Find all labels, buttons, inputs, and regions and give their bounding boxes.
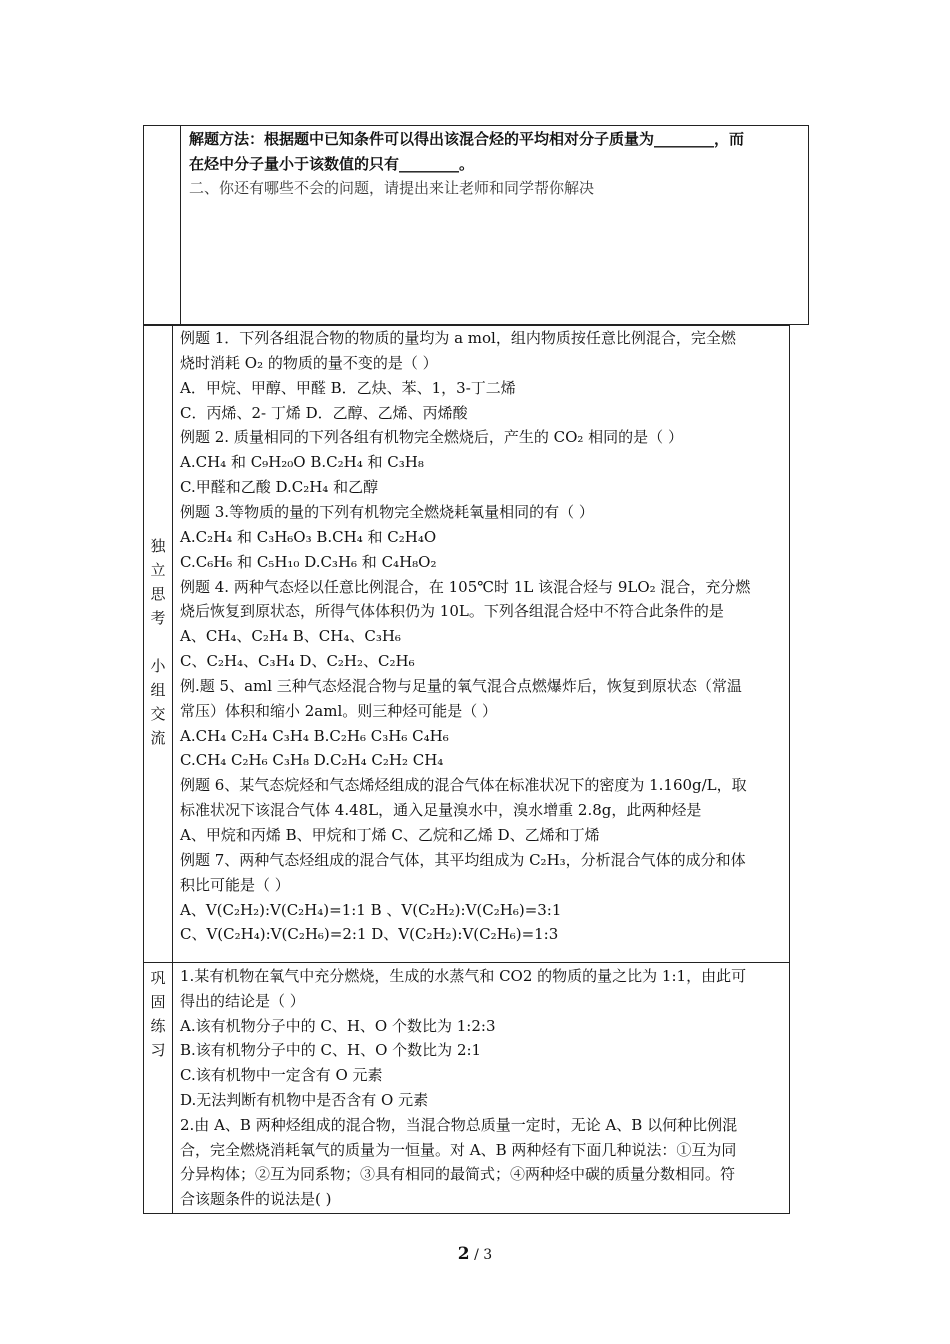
section3-line: 2.由 A、B 两种烃组成的混合物，当混合物总质量一定时，无论 A、B 以何种比例混: [180, 1115, 738, 1134]
answer-section-divider: [180, 125, 181, 325]
side-label-practice: 巩 固 练 习: [150, 969, 166, 1059]
section2-line: C.C₆H₆ 和 C₅H₁₀ D.C₃H₆ 和 C₄H₈O₂: [180, 552, 437, 571]
section2-line: 例题 4. 两种气态烃以任意比例混合，在 105℃时 1L 该混合烃与 9LO₂ 混合，充分燃: [180, 577, 751, 596]
section2-line: C．丙烯、2- 丁烯 D．乙醇、乙烯、丙烯酸: [180, 403, 468, 422]
section2-line: A、CH₄、C₂H₄ B、CH₄、C₃H₆: [180, 627, 401, 646]
section2-line: C.甲醛和乙酸 D.C₂H₄ 和乙醇: [180, 478, 379, 497]
section3-line: A.该有机物分子中的 C、H、O 个数比为 1:2:3: [180, 1016, 496, 1035]
section3-line: 得出的结论是（ ）: [180, 991, 305, 1010]
exercise-row-divider: [143, 962, 790, 963]
section2-line: A.CH₄ C₂H₄ C₃H₄ B.C₂H₆ C₃H₆ C₄H₆: [180, 726, 449, 745]
section2-line: 例题 1．下列各组混合物的物质的量均为 a mol，组内物质按任意比例混合，完全燃: [180, 329, 736, 347]
section3-line: D.无法判断有机物中是否含有 O 元素: [180, 1091, 429, 1109]
section3-line: 1.某有机物在氧气中充分燃烧，生成的水蒸气和 CO2 的物质的量之比为 1:1，由此可: [180, 967, 747, 985]
section3-line: 分异构体；②互为同系物；③具有相同的最简式；④两种烃中碳的质量分数相同。符: [180, 1165, 736, 1184]
section2-line: C、V(C₂H₄):V(C₂H₆)=2:1 D、V(C₂H₂):V(C₂H₆)=1:3: [180, 925, 559, 944]
section2-line: A.CH₄ 和 C₉H₂₀O B.C₂H₄ 和 C₃H₈: [180, 453, 424, 472]
section3-line: 合该题条件的说法是( ): [180, 1190, 332, 1209]
section2-line: 例题 3.等物质的量的下列有机物完全燃烧耗氧量相同的有（ ）: [180, 502, 594, 521]
section3-line: B.该有机物分子中的 C、H、O 个数比为 2:1: [180, 1041, 482, 1060]
section2-line: A.C₂H₄ 和 C₃H₆O₃ B.CH₄ 和 C₂H₄O: [180, 527, 437, 546]
section2-line: 例题 6、某气态烷烃和气态烯烃组成的混合气体在标准状况下的密度为 1.160g/L，取: [180, 776, 747, 795]
exercise-table-divider: [172, 325, 173, 1214]
solution-method-line2: 在烃中分子量小于该数值的只有________。: [189, 155, 475, 173]
section2-line: 例题 2. 质量相同的下列各组有机物完全燃烧后，产生的 CO₂ 相同的是（ ）: [180, 428, 683, 447]
section2-line: C.CH₄ C₂H₆ C₃H₈ D.C₂H₄ C₂H₂ CH₄: [180, 751, 444, 770]
questions-prompt: 二、你还有哪些不会的问题，请提出来让老师和同学帮你解决: [189, 179, 595, 197]
section2-line: 例.题 5、aml 三种气态烃混合物与足量的氧气混合点燃爆炸后，恢复到原状态（常温: [180, 676, 742, 695]
section2-line: 烧时消耗 O₂ 的物质的量不变的是（ ）: [180, 353, 438, 372]
section2-line: C、C₂H₄、C₃H₄ D、C₂H₂、C₂H₆: [180, 652, 415, 671]
section2-line: A、甲烷和丙烯 B、甲烷和丁烯 C、乙烷和乙烯 D、乙烯和丁烯: [180, 826, 600, 844]
section2-line: 积比可能是（ ）: [180, 875, 290, 894]
section2-line: 标准状况下该混合气体 4.48L，通入足量溴水中，溴水增重 2.8g，此两种烃是: [180, 801, 702, 820]
section2-line: A．甲烷、甲醇、甲醛 B．乙炔、苯、1，3-丁二烯: [180, 378, 516, 397]
section3-line: 合，完全燃烧消耗氧气的质量为一恒量。对 A、B 两种烃有下面几种说法：①互为同: [180, 1140, 737, 1159]
section2-line: 常压）体积和缩小 2aml。则三种烃可能是（ ）: [180, 701, 498, 720]
section2-line: 例题 7、两种气态烃组成的混合气体，其平均组成为 C₂H₃，分析混合气体的成分和体: [180, 850, 746, 869]
page-number: 2 / 3: [457, 1244, 493, 1264]
section2-line: 烧后恢复到原状态，所得气体体积仍为 10L。下列各组混合烃中不符合此条件的是: [180, 602, 724, 621]
side-label-discussion: 独 立 思 考 小 组 交 流: [150, 537, 166, 747]
section3-line: C.该有机物中一定含有 O 元素: [180, 1066, 383, 1085]
section2-line: A、V(C₂H₂):V(C₂H₄)=1:1 B 、V(C₂H₂):V(C₂H₆)=3:1: [180, 900, 562, 919]
solution-method-line1: 解题方法：根据题中已知条件可以得出该混合烃的平均相对分子质量为________，而: [189, 130, 745, 148]
